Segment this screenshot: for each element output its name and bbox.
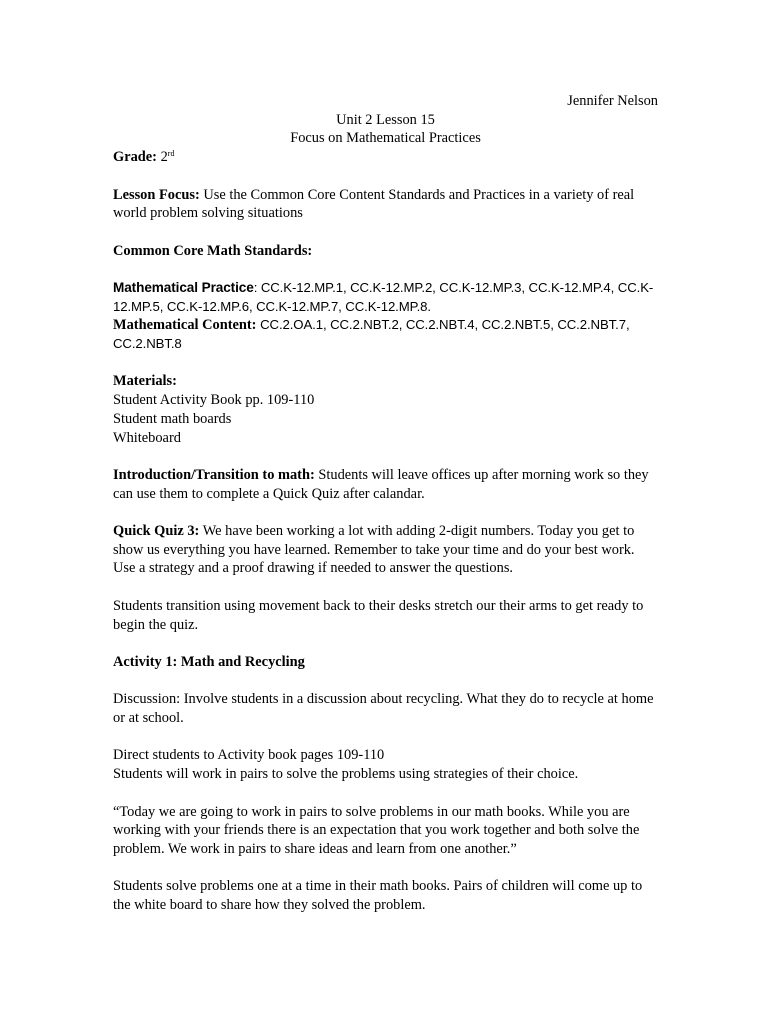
closing-text: Students solve problems one at a time in their math books. Pairs of children will come up to the white board to share how they solved the problem. bbox=[113, 878, 643, 914]
practice-label: Mathematical Practice bbox=[113, 279, 254, 295]
document-body bbox=[113, 92, 658, 915]
direct-students-text: Direct students to Activity book pages 109-110 bbox=[113, 747, 385, 764]
mathematical-content bbox=[113, 316, 658, 353]
quick-quiz-label: Quick Quiz 3: bbox=[113, 523, 200, 540]
materials-heading: Materials: bbox=[113, 373, 177, 390]
content-label: Mathematical Content: bbox=[113, 317, 257, 334]
transition-text: Students transition using movement back to their desks stretch our their arms to get ready to begin the quiz. bbox=[113, 597, 644, 633]
discussion-text: Discussion: Involve students in a discussion about recycling. What they do to recycle at home or at school. bbox=[113, 691, 654, 727]
lesson-focus bbox=[113, 186, 658, 223]
standards-heading: Common Core Math Standards: bbox=[113, 242, 313, 259]
materials-item: Whiteboard bbox=[113, 429, 181, 446]
quick-quiz-text: We have been working a lot with adding 2-digit numbers. Today you get to show us everything you have learned. Remember to take your time and do your best work. Use a strategy and a proof drawing if needed to answer the questions. bbox=[113, 523, 635, 577]
lesson-title: Unit 2 Lesson 15 bbox=[336, 111, 435, 128]
content-text: CC.2.OA.1, CC.2.NBT.2, CC.2.NBT.4, CC.2.NBT.5, CC.2.NBT.7, CC.2.NBT.8 bbox=[113, 317, 630, 352]
grade-value: 2 bbox=[160, 149, 168, 166]
materials-item: Student math boards bbox=[113, 410, 232, 427]
grade-line bbox=[113, 148, 658, 167]
grade-suffix: rd bbox=[167, 149, 175, 159]
practice-text: : CC.K-12.MP.1, CC.K-12.MP.2, CC.K-12.MP.3, CC.K-12.MP.4, CC.K-12.MP.5, CC.K-12.MP.6, CC.K-12.MP.7, CC.K-12.MP.8. bbox=[113, 279, 654, 314]
introduction bbox=[113, 466, 658, 503]
pairs-text: Students will work in pairs to solve the problems using strategies of their choice. bbox=[113, 766, 579, 783]
introduction-text: Students will leave offices up after morning work so they can use them to complete a Quick Quiz after calandar. bbox=[113, 466, 649, 502]
author-name: Jennifer Nelson bbox=[567, 93, 658, 109]
activity-heading: Activity 1: Math and Recycling bbox=[113, 653, 305, 670]
teacher-quote: “Today we are going to work in pairs to solve problems in our math books. While you are working with your friends there is an expectation that you work together and both solve the problem. We work in pairs to share ideas and learn from one another.” bbox=[113, 803, 640, 857]
mathematical-practice bbox=[113, 279, 658, 316]
lesson-focus-text: Use the Common Core Content Standards and Practices in a variety of real world problem solving situations bbox=[113, 186, 635, 222]
lesson-subtitle: Focus on Mathematical Practices bbox=[290, 130, 481, 147]
quick-quiz bbox=[113, 522, 658, 578]
grade-label: Grade: bbox=[113, 149, 157, 166]
materials-item: Student Activity Book pp. 109-110 bbox=[113, 392, 315, 409]
lesson-focus-label: Lesson Focus: bbox=[113, 186, 200, 203]
introduction-label: Introduction/Transition to math: bbox=[113, 466, 315, 483]
